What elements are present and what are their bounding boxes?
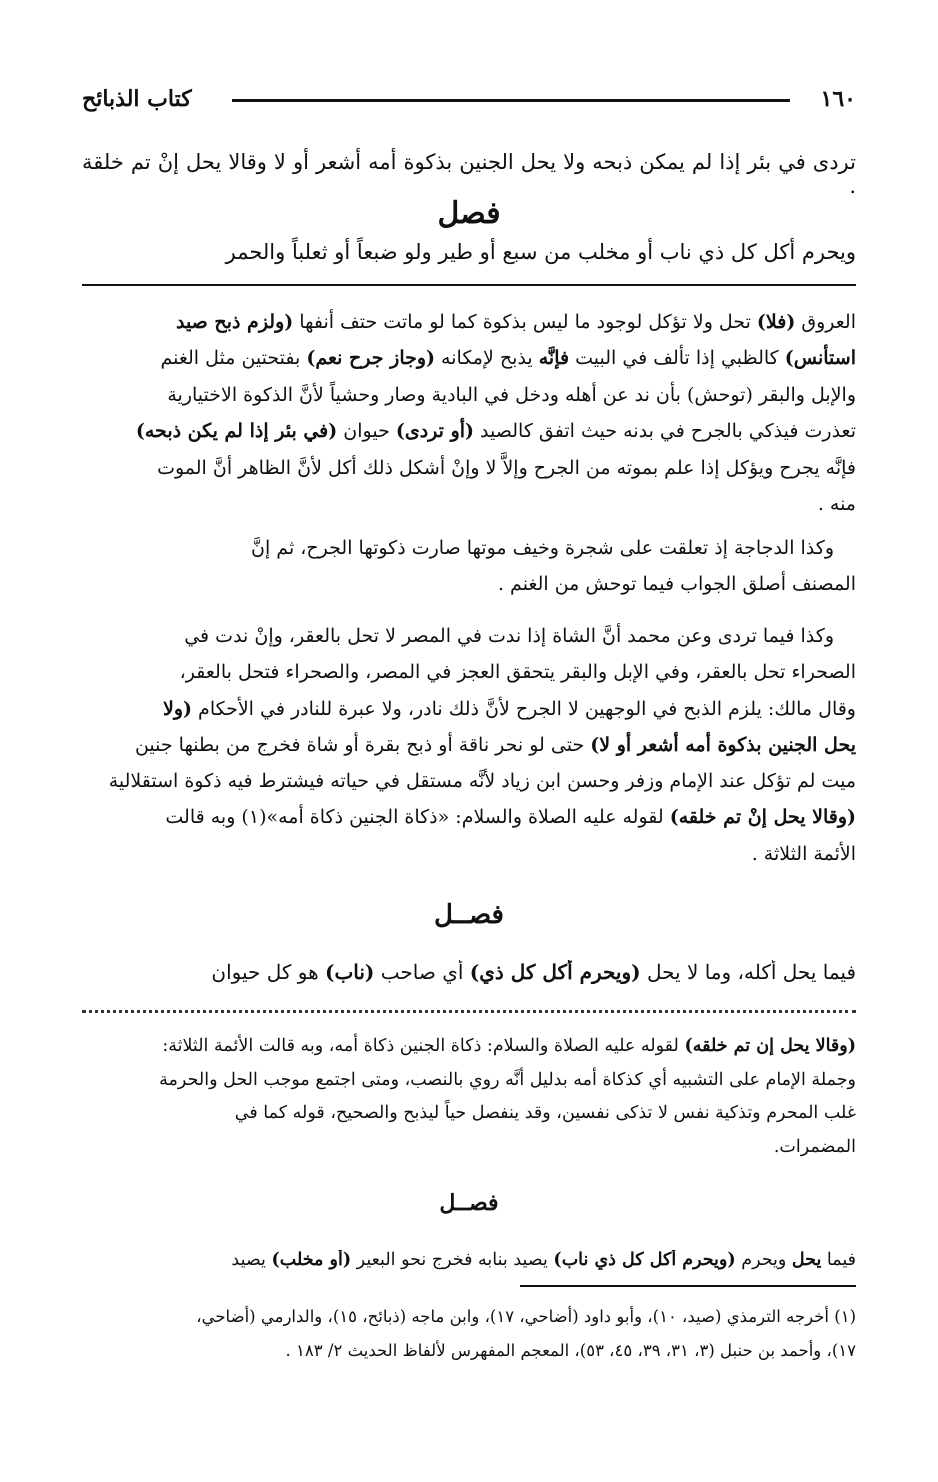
sharh-paragraph-3 [82, 618, 856, 872]
fasl-3-line-block [82, 1250, 856, 1270]
sharh-line: استأنس) كالظبي إذا تألف في البيت فإنَّه يذبح لإمكانه (وجاز جرح نعم) بفتحتين مثل الغنم [160, 347, 856, 370]
sharh-line: فإنَّه يجرح ويؤكل إذا علم بموته من الجرح وإلاَّ لا وإنْ أشكل ذلك أكل لأنَّ الظاهر أنَّ الموت [157, 456, 856, 479]
section-heading-fasl-2: فصــل [434, 900, 504, 930]
page-number: ١٦٠ [820, 86, 856, 112]
sharh-line: يحل الجنين بذكوة أمه أشعر أو لا) حتى لو نحر ناقة أو ذبح بقرة أو شاة فخرج من بطنها جنين [134, 733, 856, 756]
dotted-separator [82, 1010, 856, 1013]
footnote [82, 1300, 856, 1368]
matn-sharh-separator [82, 284, 856, 286]
sharh-line: (وقالا يحل إنْ تم خلقه) لقوله عليه الصلاة والسلام: «ذكاة الجنين ذكاة أمه»(١) وبه قالت [165, 806, 856, 829]
sharh-line: ميت لم تؤكل عند الإمام وزفر وحسن ابن زياد لأنَّه مستقل في حياته فيشترط فيه ذكوة استقلالية [108, 770, 856, 793]
page-header [82, 86, 856, 118]
matn-line-2: ويحرم أكل كل ذي ناب أو مخلب من سبع أو طير ولو ضبعاً أو ثعلباً والحمر [225, 240, 856, 264]
hashiya-line: وجملة الإمام على التشبيه أي كذكاة أمه بدليل أنَّه روي بالنصب، ومتى اجتمع موجب الحل والحرمة [159, 1069, 856, 1090]
sharh-line: منه . [817, 493, 856, 516]
footnote-line: ١٧)، وأحمد بن حنبل (٣، ٣١، ٣٩، ٤٥، ٥٣)، المعجم المفهرس لألفاظ الحديث ٢/ ١٨٣ . [285, 1341, 856, 1360]
sharh-line: الصحراء تحل بالعقر، وفي الإبل والبقر يتحقق العجز في المصر، والصحراء فتحل بالعقر، [179, 661, 856, 684]
sharh-line: الأئمة الثلاثة . [751, 842, 856, 865]
sharh-line: المصنف أصلق الجواب فيما توحش من الغنم . [497, 573, 856, 595]
sharh-line: وقال مالك: يلزم الذبح في الوجهين لا الجرح لأنَّ ذلك نادر، ولا عبرة للنادر في الأحكام (ولا [163, 697, 856, 720]
section-heading-fasl-1: فصل [437, 196, 501, 231]
hashiya-line: (وقالا يحل إن تم خلقه) لقوله عليه الصلاة والسلام: ذكاة الجنين ذكاة أمه، وبه قالت الأئمة الثلاثة: [162, 1036, 856, 1056]
fasl-2-line-block [82, 960, 856, 984]
fasl-2-line: فيما يحل أكله، وما لا يحل (ويحرم أكل كل ذي) أي صاحب (ناب) هو كل حيوان [211, 960, 856, 984]
sharh-paragraph-1 [82, 304, 856, 522]
hashiya-line: المضمرات. [773, 1136, 856, 1157]
sharh-line: والإبل والبقر (توحش) بأن ند عن أهله ودخل في البادية وصار وحشياً لأنَّ الذكوة الاختيارية [167, 383, 856, 406]
matn-line-1: تردى في بئر إذا لم يمكن ذبحه ولا يحل الجنين بذكوة أمه أشعر أو لا وقالا يحل إنْ تم خلقة . [82, 150, 856, 198]
fasl-3-line: فيما يحل ويحرم (ويحرم أكل كل ذي ناب) يصيد بنابه فخرج نحو البعير (أو مخلب) يصيد [231, 1250, 856, 1270]
sharh-line: العروق (فلا) تحل ولا تؤكل لوجود ما ليس بذكوة كما لو ماتت حتف أنفها (ولزم ذبح صيد [175, 311, 856, 333]
sharh-line: وكذا فيما تردى وعن محمد أنَّ الشاة إذا ندت في المصر لا تحل بالعقر، وإنْ ندت في [184, 625, 834, 647]
footnote-rule [520, 1285, 856, 1287]
header-rule [232, 99, 790, 102]
running-title: كتاب الذبائح [82, 86, 192, 112]
sharh-line: تعذرت فيذكي بالجرح في بدنه حيث اتفق كالصيد (أو تردى) حيوان (في بئر إذا لم يكن ذبحه) [135, 420, 856, 443]
hashiya-paragraph [82, 1030, 856, 1164]
matn-line-1-block [82, 150, 856, 198]
sharh-paragraph-2 [82, 530, 856, 602]
footnote-line: (١) أخرجه الترمذي (صيد، ١٠)، وأبو داود (أضاحي، ١٧)، وابن ماجه (ذبائح، ١٥)، والدارمي (أضاحي، [196, 1307, 856, 1326]
matn-line-2-block [82, 240, 856, 264]
section-heading-fasl-3: فصــل [439, 1190, 499, 1216]
sharh-line: وكذا الدجاجة إذ تعلقت على شجرة وخيف موتها صارت ذكوتها الجرح، ثم إنَّ [251, 537, 834, 559]
hashiya-line: غلب المحرم وتذكية نفس لا تذكى نفسين، وقد ينفصل حياً ليذبح والصحيح، قوله كما في [234, 1103, 856, 1123]
